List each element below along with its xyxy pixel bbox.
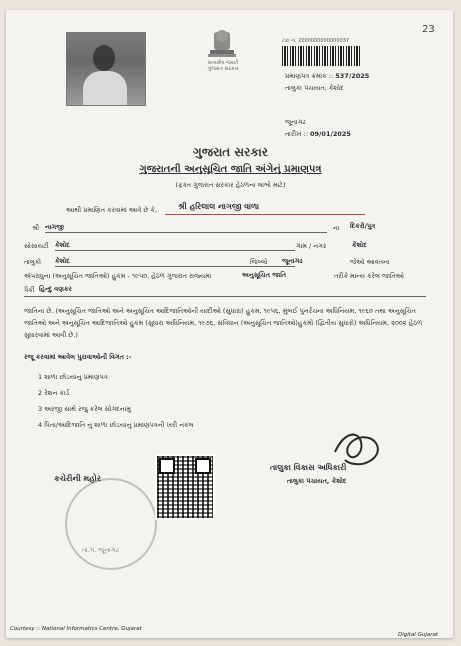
certificate-number-row: પ્રમાણપત્ર ક્રમાંક :: 537/2025 xyxy=(285,72,370,80)
barcode-label: ટકા નં. 2000000000000037 xyxy=(282,38,350,44)
document-item-1: 1 શાળા છોડયાનુ પ્રમાણપત્ર xyxy=(38,373,108,381)
na-label: ના xyxy=(333,224,340,232)
document-barcode xyxy=(282,46,360,66)
father-name: નાગજી xyxy=(45,223,64,231)
document-item-4: 4 પિતા/આદિજાતિ નું શાળા છોડયાનુ પ્રમાણપત્રની ખરી નકલ xyxy=(38,421,194,429)
certificate-number: 537/2025 xyxy=(335,72,370,80)
officer-office: તાલુકા પંચાયત, કેશોદ xyxy=(287,477,347,485)
village-label: ગામ / નગર xyxy=(296,242,327,250)
top-office-name: તાલુકા પંચાયત, કેશોદ xyxy=(285,84,344,92)
society-value: કેશોદ xyxy=(55,241,70,249)
certificate-intro: આથી પ્રમાણિત કરવામાં આવે છે કે, xyxy=(66,206,158,214)
village-value: કેશોદ xyxy=(352,241,367,249)
district-value: જૂનાગઢ xyxy=(282,257,303,265)
office-stamp-title: કચેરીની મહોર xyxy=(54,474,101,483)
office-seal xyxy=(65,478,157,570)
certificate-number-label: પ્રમાણપત્ર ક્રમાંક xyxy=(285,72,327,80)
applicant-photo xyxy=(66,32,146,106)
resident-label: જેઓ આવતના xyxy=(350,258,390,266)
certificate-subnote: (ફક્ત ગુજરાત સરકાર હેઠળના લાભો માટે) xyxy=(175,181,286,189)
verification-qr-code xyxy=(155,454,215,520)
document-item-2: 2 રેશન કાર્ડ xyxy=(38,389,70,397)
emblem-icon xyxy=(200,26,244,82)
emblem-text: સત્યમેવ જયતે ગુજરાત સરકાર xyxy=(207,60,239,72)
district-label: જિલ્લો xyxy=(250,258,268,266)
footer-courtesy: Courtesy :: National Informatics Centre, Gujarat xyxy=(10,626,142,632)
issue-date-label: તારીખ xyxy=(285,130,302,138)
relation: દિકરો/પુત્ર xyxy=(350,222,376,230)
corner-mark: 23 xyxy=(422,24,435,35)
issue-date-row: તારીખ :: 09/01/2025 xyxy=(285,130,351,138)
category-value: અનુસૂચિત જાતિ xyxy=(242,271,287,279)
footer-digital-gujarat: Digital Gujarat xyxy=(398,632,439,638)
taluka-label: તાલુકો xyxy=(24,258,42,266)
national-emblem xyxy=(200,26,244,82)
certificate-paragraph: જાતિના છે. (અનુસૂચિત જાતિઓ અને અનુસૂચિત આદિજાતિઓની યાદીઓ (સુધારા) હુકમ, ૧૯૫૬, મુંબઈ પુનર્રચના અધિનિયમ, ૧૯૬૦ તથા અનુસૂચિત જાતિઓ અને અનુસૂચિત આદિજાતિઓ હુકમ (સુધારા અધિનિયમ, ૧૯૭૬, સંવિધાન (અનુસૂચિત જાતિઓ)હુકમો (દ્વિતીય સુધારો) અધિનિયમ, ૨૦૦૨ હેઠળ સુધારવામાં આવી છે.) xyxy=(24,307,423,339)
issue-date: 09/01/2025 xyxy=(310,130,351,138)
shri-label: શ્રી xyxy=(32,224,40,232)
taluka-value: કેશોદ xyxy=(55,257,70,265)
officer-title: તાલુકા વિકાસ અધિકારી xyxy=(270,463,347,472)
government-title: ગુજરાત સરકાર xyxy=(193,145,268,159)
seal-text: તા.પં. જૂનાગઢ xyxy=(82,546,119,554)
group-label: પૈકી xyxy=(24,286,35,294)
order-text: ઍપરાધુના (અનુસૂચિત જાતિઓ) હુકમ - ૧૯૫૦, હેઠળ ગુજરાત રાજ્યમાં xyxy=(24,272,212,280)
documents-heading: રજૂ કરવામાં આવેલ પુરાવાઓની વિગત :- xyxy=(24,353,132,361)
society-label: સોસાયટી xyxy=(24,242,49,250)
caste-label: તરીકે માન્ય કરેલ જાતિઓ xyxy=(334,272,405,280)
person-name: શ્રી હરિલાલ નાગજી વાળા xyxy=(178,202,260,211)
document-item-3: 3 અરજી સાથે રજુ કરેલ સોગંદનામુ xyxy=(38,405,131,413)
certificate-title: ગુજરાતની અનુસૂચિત જાતિ અંગેનું પ્રમાણપત્ર xyxy=(139,164,322,175)
top-district: જૂનાગઢ xyxy=(285,118,306,126)
caste-value: હિન્દુ વણકર xyxy=(39,285,72,293)
